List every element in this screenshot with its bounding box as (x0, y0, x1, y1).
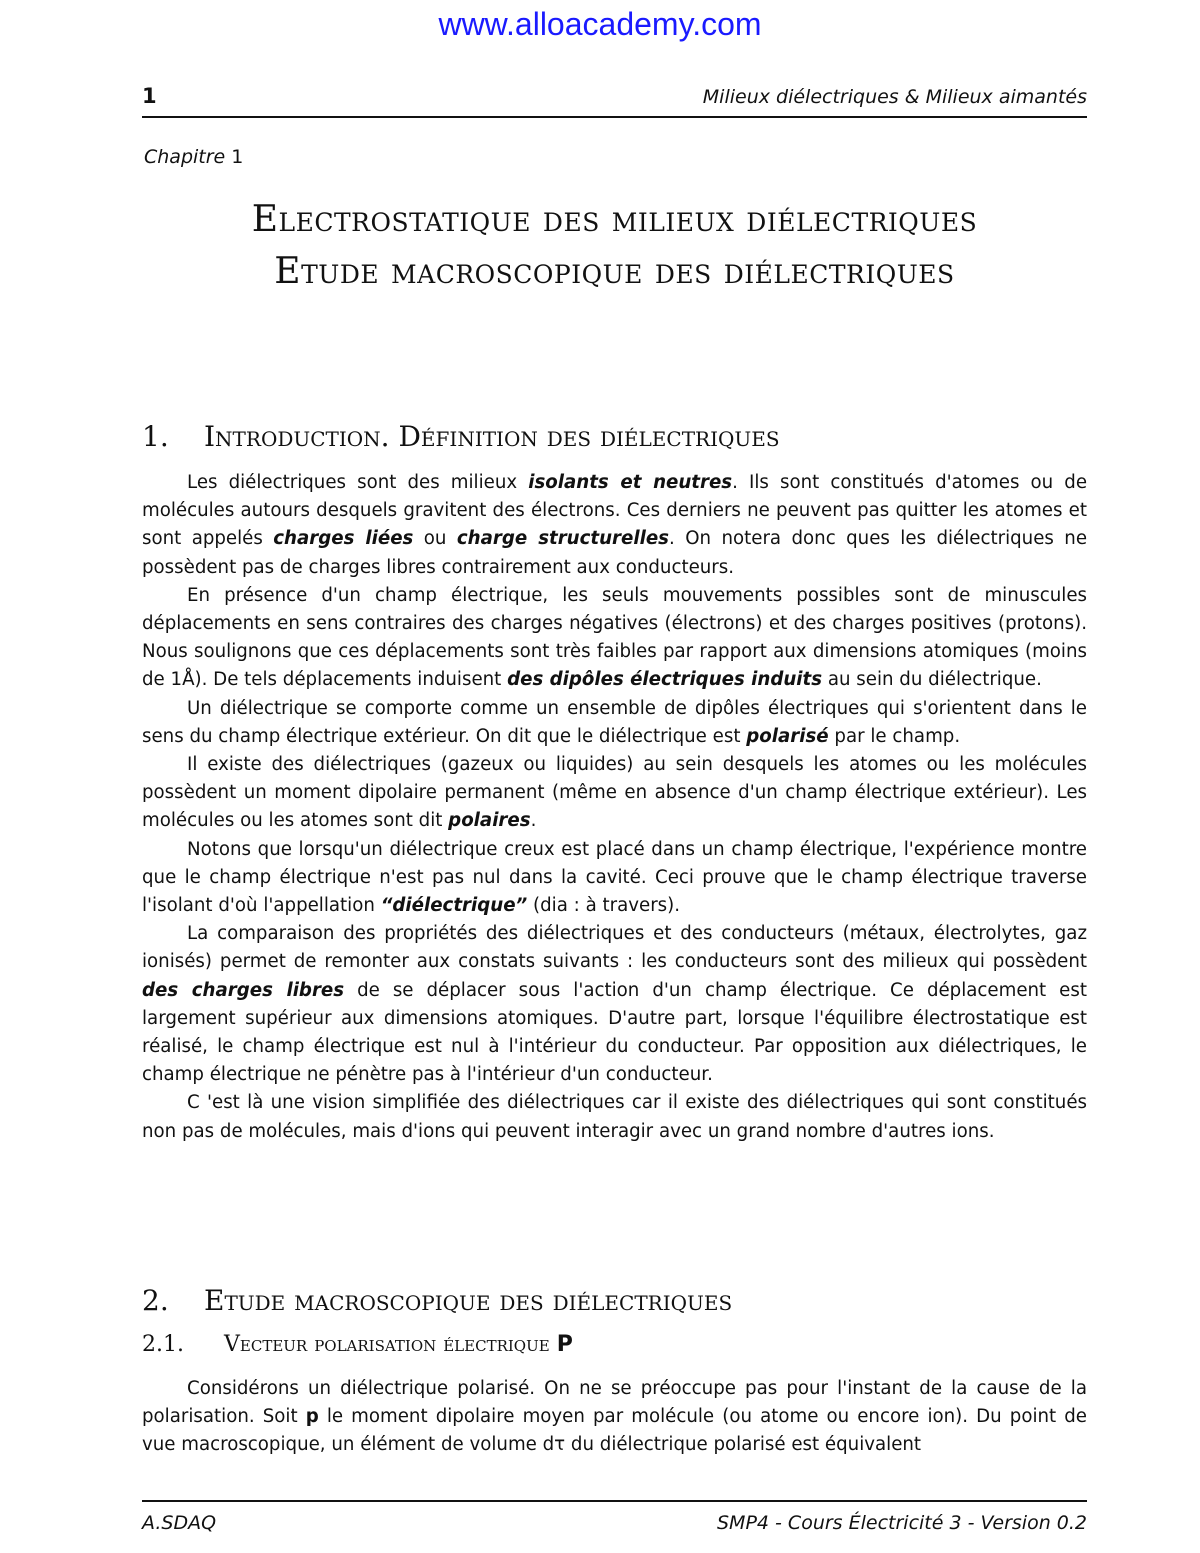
footer-course: SMP4 - Cours Électricité 3 - Version 0.2 (717, 1512, 1087, 1534)
section-1-heading (142, 420, 780, 453)
paragraph: La comparaison des propriétés des diélectriques et des conducteurs (métaux, électrolytes, gaz ionisés) permet de remonter aux constats suivants : les conducteurs sont des milieux qui possèdent des charges libres de se déplacer sous l'action d'un champ électrique. Ce déplacement est largement supérieur aux dimensions atomiques. D'autre part, lorsque l'équilibre électrostatique est réalisé, le champ électrique est nul à l'intérieur du conducteur. Par opposition aux diélectriques, le champ électrique ne pénètre pas à l'intérieur d'un conducteur. (142, 923, 1087, 1086)
emphasis: “diélectrique” (380, 895, 528, 917)
section-1-body (142, 469, 1087, 1146)
emphasis: des dipôles électriques induits (507, 669, 823, 691)
paragraph: C 'est là une vision simplifiée des diélectriques car il existe des diélectriques qui sont constitués non pas de molécules, mais d'ions qui peuvent interagir avec un grand nombre d'autres ions. (142, 1092, 1087, 1142)
chapter-number: 1 (231, 146, 244, 168)
math-symbol: dτ (542, 1434, 566, 1456)
site-link[interactable]: www.alloacademy.com (438, 6, 762, 42)
section-2-body (142, 1375, 1087, 1460)
running-header (142, 82, 1087, 118)
paragraph: Considérons un diélectrique polarisé. On ne se préoccupe pas pour l'instant de la cause de la polarisation. Soit p le moment dipolaire moyen par molécule (ou atome ou encore ion). Du point de vue macroscopique, un élément de volume dτ du diélectrique polarisé est équivalent (142, 1378, 1087, 1456)
subsection-2-1-number: 2.1. (142, 1332, 184, 1357)
emphasis: polarisé (746, 725, 829, 747)
running-title: Milieux diélectriques & Milieux aimantés (702, 86, 1087, 108)
paragraph: Un diélectrique se comporte comme un ensemble de dipôles électriques qui s'orientent dans le sens du champ électrique extérieur. On dit que le diélectrique est polarisé par le champ. (142, 697, 1087, 747)
section-1-title: Introduction. Définition des diélectriques (204, 420, 780, 453)
paragraph: Les diélectriques sont des milieux isolants et neutres. Ils sont constitués d'atomes ou de molécules autours desquels gravitent des électrons. Ces derniers ne peuvent pas quitter les atomes et sont appelés charges liées ou charge structurelles. On notera donc ques les diélectriques ne possèdent pas de charges libres contrairement aux conducteurs. (142, 472, 1088, 578)
emphasis: polaires (448, 810, 531, 832)
chapter-label (144, 146, 243, 168)
emphasis: isolants et neutres (528, 472, 733, 493)
paragraph: Notons que lorsqu'un diélectrique creux est placé dans un champ électrique, l'expérience montre que le champ électrique n'est pas nul dans la cavité. Ceci prouve que le champ électrique traverse l'isolant d'où l'appellation “diélectrique” (dia : à travers). (142, 838, 1087, 917)
title-line-2: Etude macroscopique des diélectriques (274, 251, 955, 292)
section-2-heading (142, 1284, 732, 1317)
title-line-1: Electrostatique des milieux diélectriques (251, 199, 978, 240)
emphasis: charges liées (273, 528, 414, 550)
emphasis: charge structurelles (456, 528, 669, 550)
footer-author: A.SDAQ (142, 1512, 217, 1534)
vector-symbol: P (556, 1332, 573, 1357)
emphasis: des charges libres (142, 979, 345, 1001)
page-number: 1 (142, 84, 157, 108)
section-1-number: 1. (142, 420, 169, 453)
footer-rule (142, 1500, 1087, 1502)
chapter-word: Chapitre (144, 146, 226, 168)
paragraph: En présence d'un champ électrique, les seuls mouvements possibles sont de minuscules déplacements en sens contraires des charges négatives (électrons) et des charges positives (protons). Nous soulignons que ces déplacements sont très faibles par rapport aux dimensions atomiques (moins de 1Å). De tels déplacements induisent des dipôles électriques induits au sein du diélectrique. (142, 584, 1087, 691)
vector-symbol: p (305, 1406, 319, 1428)
section-2-title: Etude macroscopique des diélectriques (204, 1284, 733, 1317)
section-2-number: 2. (142, 1284, 169, 1317)
subsection-2-1-title: Vecteur polarisation électrique (224, 1332, 550, 1357)
document-title (142, 194, 1087, 298)
subsection-2-1-heading (142, 1332, 573, 1357)
paragraph: Il existe des diélectriques (gazeux ou liquides) au sein desquels les atomes ou les molécules possèdent un moment dipolaire permanent (même en absence d'un champ électrique extérieur). Les molécules ou les atomes sont dit polaires. (142, 754, 1087, 832)
